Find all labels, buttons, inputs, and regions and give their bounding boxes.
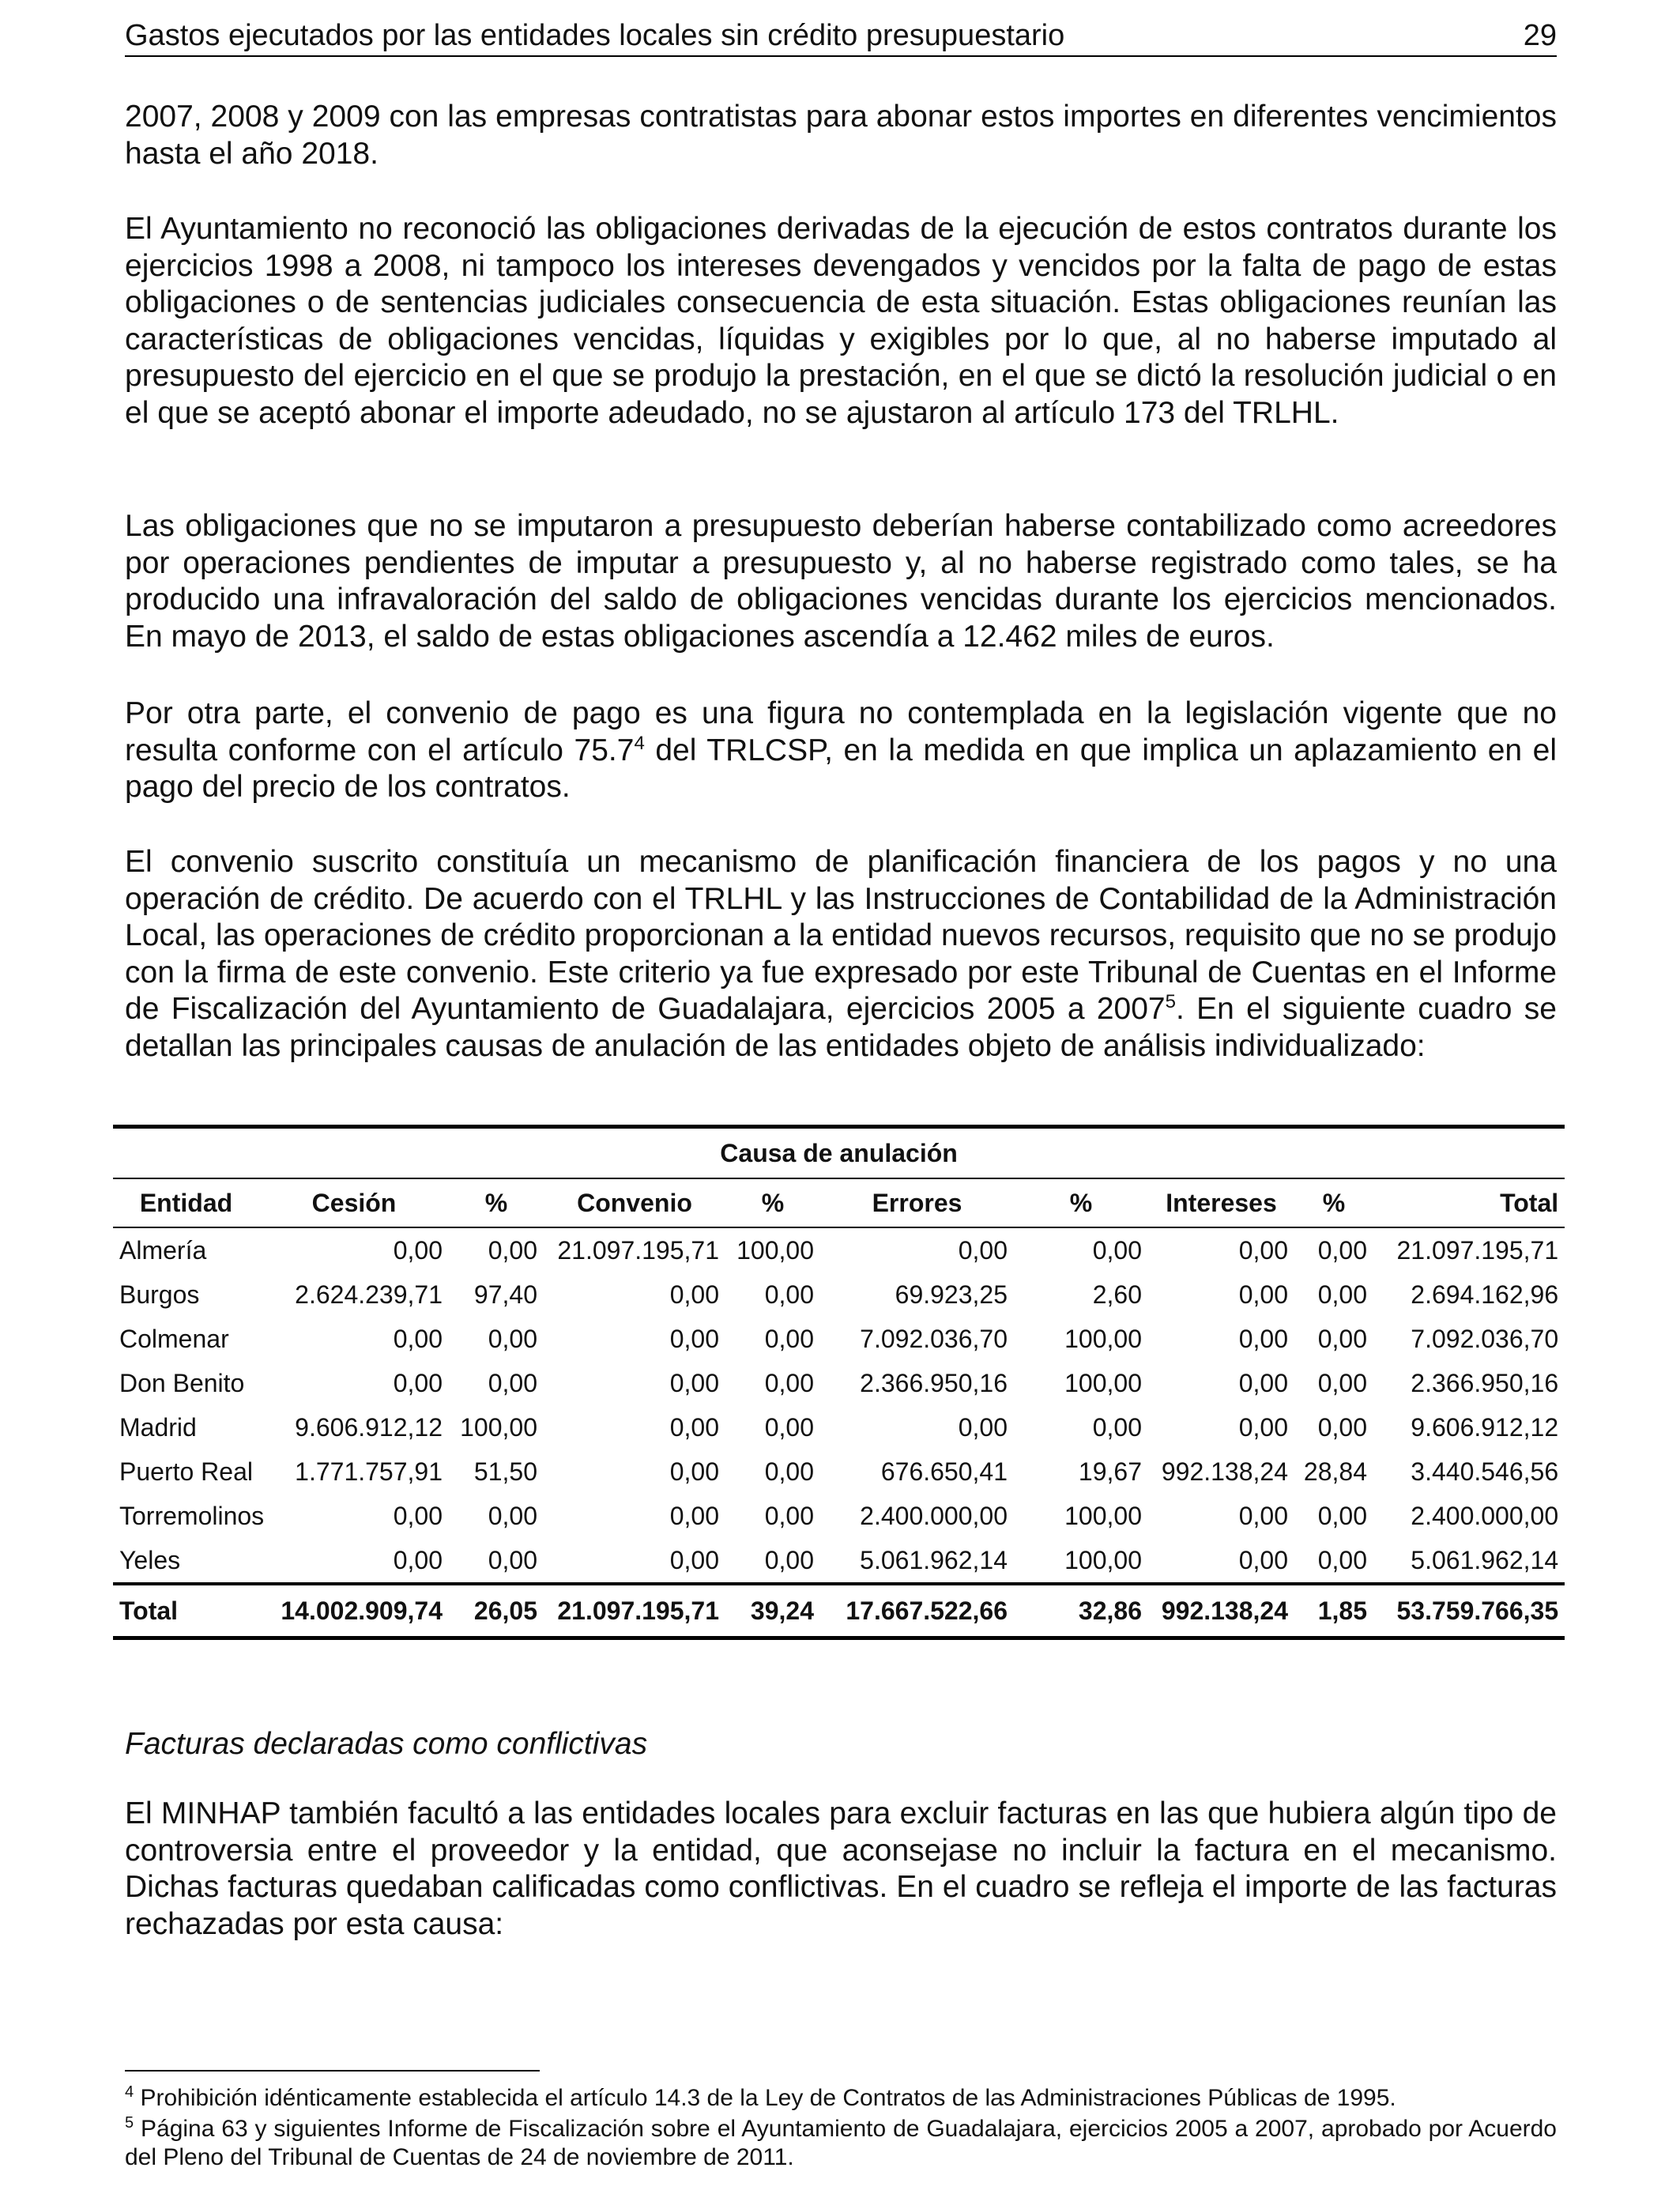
- value-cell: 28,84: [1303, 1457, 1367, 1486]
- col-header: %: [1014, 1178, 1148, 1227]
- page-header: [125, 16, 1557, 57]
- value-cell: 0,00: [393, 1501, 443, 1530]
- table-row: [113, 1494, 1565, 1538]
- value-cell: 0,00: [764, 1501, 814, 1530]
- value-cell: 0,00: [1238, 1235, 1288, 1265]
- paragraph-1: 2007, 2008 y 2009 con las empresas contratistas para abonar estos importes en diferentes vencimientos hasta el año 2018.: [125, 100, 1557, 171]
- footnote-number: 4: [125, 2083, 134, 2101]
- entity-cell: Almería: [119, 1235, 207, 1265]
- value-cell: 992.138,24: [1161, 1457, 1288, 1486]
- value-cell: 0,00: [488, 1324, 537, 1353]
- value-cell: 100,00: [1064, 1545, 1142, 1574]
- value-cell: 676.650,41: [880, 1457, 1008, 1486]
- value-cell: 100,00: [1064, 1324, 1142, 1353]
- table-total-row: [113, 1584, 1565, 1638]
- table-header-row: [113, 1178, 1565, 1227]
- total-cell: 26,05: [449, 1584, 544, 1638]
- value-cell: 0,00: [1238, 1280, 1288, 1309]
- entity-cell: Don Benito: [119, 1368, 245, 1397]
- value-cell: 9.606.912,12: [1411, 1412, 1559, 1442]
- value-cell: 3.440.546,56: [1411, 1457, 1559, 1486]
- value-cell: 2,60: [1092, 1280, 1142, 1309]
- value-cell: 5.061.962,14: [860, 1545, 1008, 1574]
- value-cell: 0,00: [764, 1324, 814, 1353]
- entity-cell: Puerto Real: [119, 1457, 253, 1486]
- table-row: [113, 1272, 1565, 1317]
- footnote-ref-4: 4: [634, 732, 645, 754]
- value-cell: 2.400.000,00: [1411, 1501, 1559, 1530]
- value-cell: 19,67: [1078, 1457, 1142, 1486]
- total-cell: 39,24: [725, 1584, 820, 1638]
- table-row: [113, 1227, 1565, 1272]
- footnote-ref-5: 5: [1165, 991, 1176, 1012]
- value-cell: 0,00: [393, 1545, 443, 1574]
- value-cell: 2.400.000,00: [860, 1501, 1008, 1530]
- value-cell: 7.092.036,70: [860, 1324, 1008, 1353]
- paragraph-4-text-a: Por otra parte, el convenio de pago es una figura no contemplada en la legislación vigente que no resulta conforme con el artículo 75.7: [125, 696, 1557, 767]
- total-cell: 21.097.195,71: [544, 1584, 725, 1638]
- value-cell: 0,00: [1092, 1235, 1142, 1265]
- table-row: [113, 1405, 1565, 1449]
- value-cell: 21.097.195,71: [557, 1235, 719, 1265]
- value-cell: 0,00: [669, 1545, 719, 1574]
- col-header: %: [449, 1178, 544, 1227]
- entity-cell: Burgos: [119, 1280, 200, 1309]
- footnote-number: 5: [125, 2114, 134, 2132]
- value-cell: 0,00: [764, 1457, 814, 1486]
- col-header: Cesión: [259, 1178, 449, 1227]
- table-row: [113, 1449, 1565, 1494]
- value-cell: 7.092.036,70: [1411, 1324, 1559, 1353]
- value-cell: 2.694.162,96: [1411, 1280, 1559, 1309]
- value-cell: 9.606.912,12: [295, 1412, 443, 1442]
- value-cell: 1.771.757,91: [295, 1457, 443, 1486]
- value-cell: 0,00: [1092, 1412, 1142, 1442]
- total-cell: 1,85: [1294, 1584, 1373, 1638]
- value-cell: 0,00: [764, 1545, 814, 1574]
- paragraph-5-text-a: El convenio suscrito constituía un mecanismo de planificación financiera de los pagos y no una operación de crédito. De acuerdo con el TRLHL y las Instrucciones de Contabilidad de la Administración Local, las operaciones de crédito proporcionan a la entidad nuevos recursos, requisito que no se produjo con la firma de este convenio. Este criterio ya fue expresado por este Tribunal de Cuentas en el Informe de Fiscalización del Ayuntamiento de Guadalajara, ejercicios 2005 a 2007: [125, 845, 1557, 1026]
- value-cell: 0,00: [1238, 1412, 1288, 1442]
- value-cell: 0,00: [1317, 1368, 1367, 1397]
- value-cell: 100,00: [1064, 1368, 1142, 1397]
- paragraph-3: Las obligaciones que no se imputaron a presupuesto deberían haberse contabilizado como acreedores por operaciones pendientes de imputar a presupuesto y, al no haberse registrado como tales, se ha producido una infravaloración del saldo de obligaciones vencidas durante los ejercicios mencionados. En mayo de 2013, el saldo de estas obligaciones ascendía a 12.462 miles de euros.: [125, 509, 1557, 654]
- value-cell: 0,00: [958, 1235, 1008, 1265]
- paragraph-6: El MINHAP también facultó a las entidades locales para excluir facturas en las que hubiera algún tipo de controversia entre el proveedor y la entidad, que aconsejase no incluir la factura en el mecanismo. Dichas facturas quedaban calificadas como conflictivas. En el cuadro se refleja el importe de las facturas rechazadas por esta causa:: [125, 1796, 1557, 1941]
- value-cell: 0,00: [1317, 1501, 1367, 1530]
- table-row: [113, 1361, 1565, 1405]
- value-cell: 69.923,25: [895, 1280, 1008, 1309]
- col-header: Entidad: [113, 1178, 259, 1227]
- paragraph-4: [125, 696, 1557, 806]
- value-cell: 0,00: [1238, 1324, 1288, 1353]
- value-cell: 100,00: [1064, 1501, 1142, 1530]
- value-cell: 0,00: [669, 1501, 719, 1530]
- value-cell: 0,00: [669, 1368, 719, 1397]
- table-group-header-row: [113, 1127, 1565, 1179]
- paragraph-5: [125, 844, 1557, 1065]
- total-cell: 17.667.522,66: [820, 1584, 1014, 1638]
- value-cell: 0,00: [393, 1368, 443, 1397]
- value-cell: 21.097.195,71: [1396, 1235, 1559, 1265]
- group-header: Causa de anulación: [113, 1127, 1565, 1179]
- paragraph-4-text-b: del TRLCSP, en la medida en que implica un aplazamiento en el pago del precio de los contratos.: [125, 733, 1558, 804]
- value-cell: 0,00: [764, 1368, 814, 1397]
- value-cell: 100,00: [460, 1412, 537, 1442]
- footnote-text: Página 63 y siguientes Informe de Fiscalización sobre el Ayuntamiento de Guadalajara, ejercicios 2005 a 2007, aprobado por Acuerdo del Pleno del Tribunal de Cuentas de 24 de noviembre de 2011.: [125, 2116, 1557, 2170]
- value-cell: 0,00: [669, 1324, 719, 1353]
- col-header: Errores: [820, 1178, 1014, 1227]
- value-cell: 5.061.962,14: [1411, 1545, 1559, 1574]
- section-subtitle: Facturas declaradas como conflictivas: [125, 1727, 648, 1761]
- cancellation-causes-table: [113, 1125, 1565, 1640]
- page-number: 29: [1523, 19, 1557, 52]
- value-cell: 0,00: [1317, 1235, 1367, 1265]
- value-cell: 2.366.950,16: [860, 1368, 1008, 1397]
- footnote-text: Prohibición idénticamente establecida el artículo 14.3 de la Ley de Contratos de las Administraciones Públicas de 1995.: [134, 2085, 1396, 2111]
- value-cell: 97,40: [473, 1280, 537, 1309]
- col-header: Total: [1373, 1178, 1565, 1227]
- table-row: [113, 1538, 1565, 1584]
- value-cell: 0,00: [1238, 1545, 1288, 1574]
- col-header: Convenio: [544, 1178, 725, 1227]
- paragraph-2: El Ayuntamiento no reconoció las obligaciones derivadas de la ejecución de estos contratos durante los ejercicios 1998 a 2008, ni tampoco los intereses devengados y vencidos por la falta de pago de estas obligaciones o de sentencias judiciales consecuencia de esta situación. Estas obligaciones reunían las características de obligaciones vencidas, líquidas y exigibles por lo que, al no haberse imputado al presupuesto del ejercicio en el que se produjo la prestación, en el que se dictó la resolución judicial o en el que se aceptó abonar el importe adeudado, no se ajustaron al artículo 173 del TRLHL.: [125, 212, 1557, 430]
- value-cell: 0,00: [393, 1235, 443, 1265]
- entity-cell: Yeles: [119, 1545, 181, 1574]
- value-cell: 0,00: [1317, 1412, 1367, 1442]
- value-cell: 0,00: [764, 1280, 814, 1309]
- paragraph-5-text-b: . En el siguiente cuadro se detallan las principales causas de anulación de las entidades objeto de análisis individualizado:: [125, 992, 1558, 1063]
- value-cell: 0,00: [669, 1412, 719, 1442]
- entity-cell: Torremolinos: [119, 1501, 265, 1530]
- value-cell: 2.366.950,16: [1411, 1368, 1559, 1397]
- total-cell: 53.759.766,35: [1373, 1584, 1565, 1638]
- footnote-4: [125, 2084, 1557, 2113]
- table-row: [113, 1317, 1565, 1361]
- footnote-separator: [125, 2070, 540, 2071]
- total-cell: 32,86: [1014, 1584, 1148, 1638]
- value-cell: 51,50: [473, 1457, 537, 1486]
- header-title: Gastos ejecutados por las entidades locales sin crédito presupuestario: [125, 19, 1065, 52]
- col-header: %: [725, 1178, 820, 1227]
- footnote-5: [125, 2115, 1557, 2172]
- total-cell: Total: [113, 1584, 259, 1638]
- col-header: %: [1294, 1178, 1373, 1227]
- value-cell: 0,00: [1317, 1545, 1367, 1574]
- col-header: Intereses: [1148, 1178, 1294, 1227]
- value-cell: 0,00: [488, 1501, 537, 1530]
- value-cell: 0,00: [1317, 1280, 1367, 1309]
- value-cell: 0,00: [669, 1280, 719, 1309]
- entity-cell: Colmenar: [119, 1324, 229, 1353]
- value-cell: 0,00: [488, 1545, 537, 1574]
- value-cell: 0,00: [488, 1235, 537, 1265]
- value-cell: 0,00: [958, 1412, 1008, 1442]
- entity-cell: Madrid: [119, 1412, 197, 1442]
- value-cell: 100,00: [736, 1235, 814, 1265]
- value-cell: 0,00: [1238, 1501, 1288, 1530]
- value-cell: 0,00: [1317, 1324, 1367, 1353]
- value-cell: 0,00: [488, 1368, 537, 1397]
- value-cell: 0,00: [1238, 1368, 1288, 1397]
- total-cell: 14.002.909,74: [259, 1584, 449, 1638]
- table-body: [113, 1227, 1565, 1584]
- value-cell: 0,00: [764, 1412, 814, 1442]
- value-cell: 2.624.239,71: [295, 1280, 443, 1309]
- value-cell: 0,00: [393, 1324, 443, 1353]
- total-cell: 992.138,24: [1148, 1584, 1294, 1638]
- value-cell: 0,00: [669, 1457, 719, 1486]
